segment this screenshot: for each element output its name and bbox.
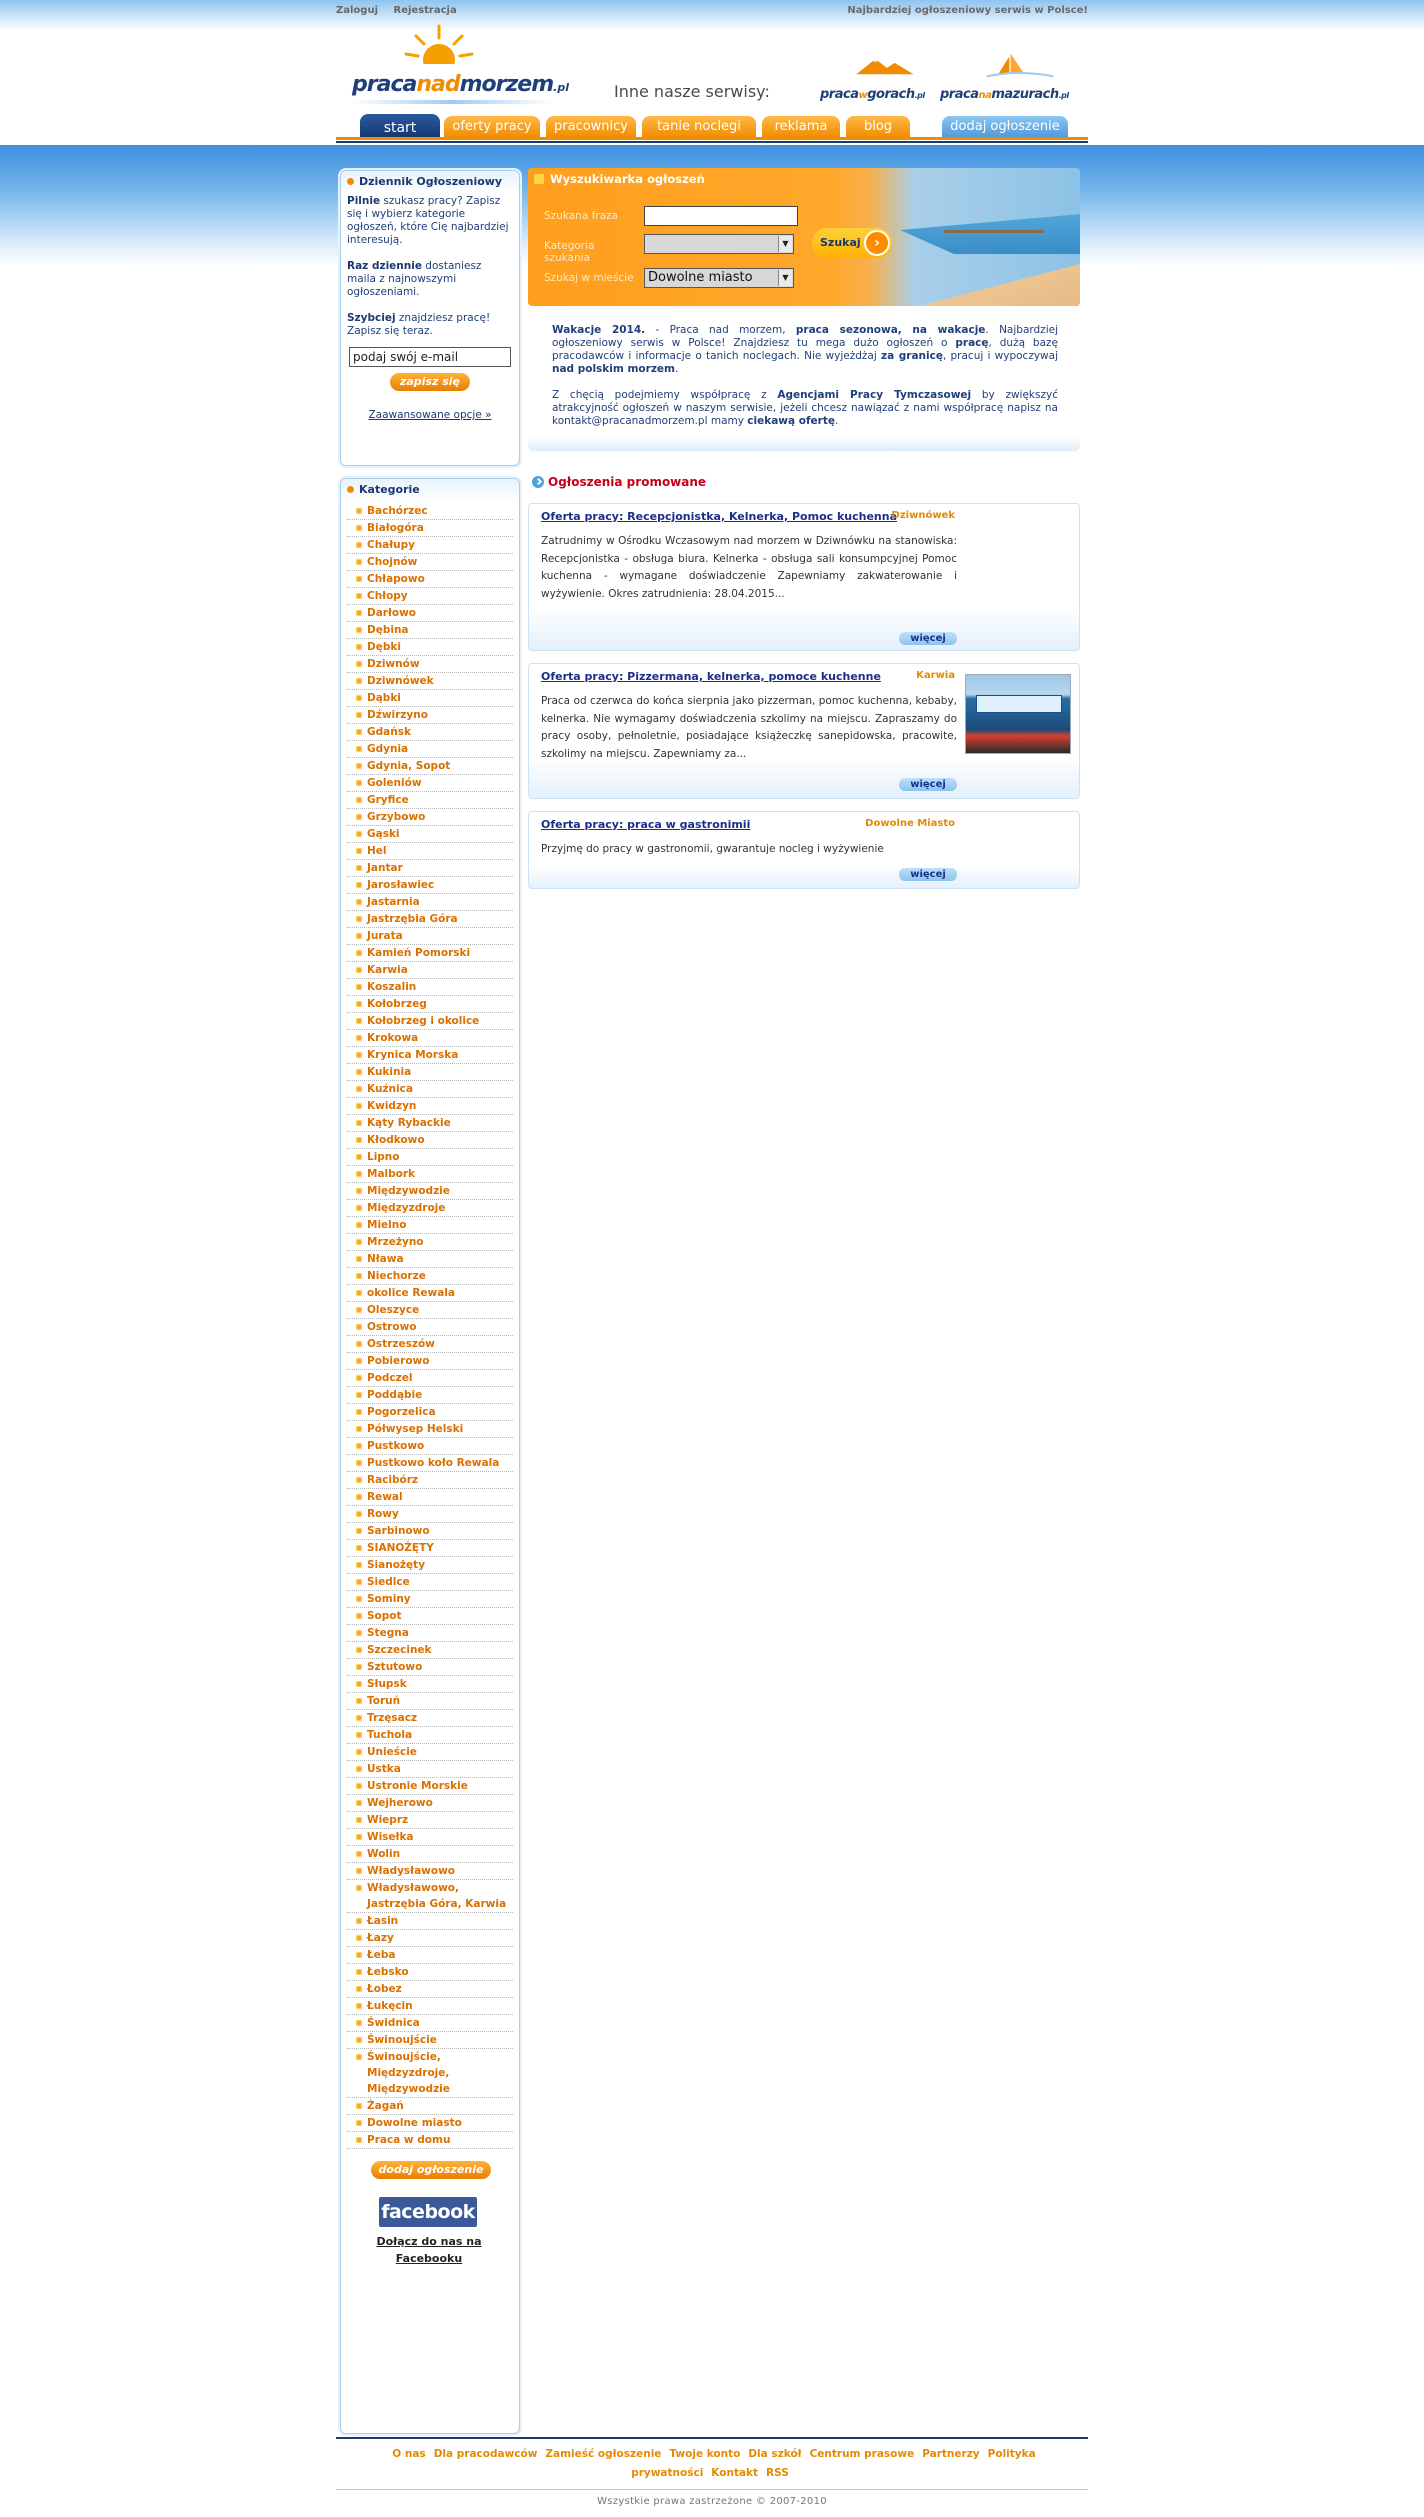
nav-add-listing-button[interactable]: dodaj ogłoszenie	[942, 116, 1068, 138]
category-item[interactable]: Gąski	[347, 826, 513, 843]
offer-city: Dziwnówek	[891, 510, 955, 521]
sidebar	[340, 170, 520, 2434]
footer-link[interactable]: Kontakt	[711, 2467, 759, 2479]
service-2-c: mazurach	[991, 87, 1059, 102]
category-item[interactable]: Wolin	[347, 1846, 513, 1863]
category-item[interactable]: Pustkowo koło Rewala	[347, 1455, 513, 1472]
sailboat-icon	[980, 52, 1060, 82]
offer-title-link[interactable]: Oferta pracy: praca w gastronimii	[541, 818, 751, 831]
top-bar	[336, 5, 1088, 21]
newsletter-p2-rest: dostaniesz maila z najnowszymi ogłoszeniami.	[347, 260, 482, 298]
newsletter-p3-rest: znajdziesz pracę! Zapisz się teraz.	[347, 312, 491, 337]
logo-wave	[352, 100, 552, 104]
category-item[interactable]: Białogóra	[347, 520, 513, 537]
category-item[interactable]: Dziwnówek	[347, 673, 513, 690]
chevron-down-icon: ▼	[778, 270, 792, 286]
newsletter-p2-bold: Raz dziennie	[347, 260, 422, 272]
category-item[interactable]: Władysławowo	[347, 1863, 513, 1880]
category-item[interactable]: Jastrzębia Góra	[347, 911, 513, 928]
category-item[interactable]: Międzywodzie	[347, 1183, 513, 1200]
footer-link[interactable]: Dla szkół	[748, 2448, 802, 2460]
city-select[interactable]	[644, 268, 794, 288]
category-item[interactable]: Łukęcin	[347, 1998, 513, 2015]
category-item[interactable]: Chojnów	[347, 554, 513, 571]
category-item[interactable]: Łasin	[347, 1913, 513, 1930]
category-item[interactable]: Ustka	[347, 1761, 513, 1778]
category-item[interactable]: Sianożęty	[347, 1557, 513, 1574]
intro-t3: , dużą bazę pracodawców i informacje o tanich noclegach. Nie wyjeżdżaj	[552, 337, 1058, 362]
phrase-label: Szukana fraza	[544, 210, 618, 222]
category-item[interactable]: Kłodkowo	[347, 1132, 513, 1149]
footer	[336, 2437, 1088, 2507]
category-item[interactable]: Szczecinek	[347, 1642, 513, 1659]
category-item[interactable]: Kołobrzeg i okolice	[347, 1013, 513, 1030]
service-1-b: w	[858, 90, 868, 101]
offer-title-link[interactable]: Oferta pracy: Pizzermana, kelnerka, pomoce kuchenne	[541, 670, 881, 683]
intro-p2-t3: .	[834, 415, 839, 427]
category-item[interactable]: Karwia	[347, 962, 513, 979]
category-item[interactable]: Niechorze	[347, 1268, 513, 1285]
intro-t1: - Praca nad morzem,	[645, 324, 796, 336]
category-item[interactable]: Bachórzec	[347, 503, 513, 520]
category-item[interactable]: Jurata	[347, 928, 513, 945]
category-item[interactable]: Dowolne miasto	[347, 2115, 513, 2132]
category-item[interactable]: Jastarnia	[347, 894, 513, 911]
other-services-label: Inne nasze serwisy:	[614, 82, 770, 101]
more-button[interactable]: więcej	[899, 632, 957, 645]
intro-p1	[552, 324, 1058, 376]
intro-t2: . Najbardziej ogłoszeniowy serwis w Polsce! Znajdziesz tu mega dużo ogłoszeń o	[552, 324, 1058, 349]
category-item[interactable]: Kuźnica	[347, 1081, 513, 1098]
offer-city: Dowolne Miasto	[865, 818, 955, 829]
search-input[interactable]	[644, 206, 798, 226]
offer-card	[528, 503, 1080, 651]
offer-description: Przyjmę do pracy w gastronomii, gwarantuje nocleg i wyżywienie	[541, 843, 884, 855]
category-item[interactable]: Mielno	[347, 1217, 513, 1234]
category-item[interactable]: Unieście	[347, 1744, 513, 1761]
category-item[interactable]: Łeba	[347, 1947, 513, 1964]
category-item[interactable]: Grzybowo	[347, 809, 513, 826]
category-item[interactable]: Kukinia	[347, 1064, 513, 1081]
categories-list	[341, 501, 519, 2149]
offer-thumbnail[interactable]	[965, 674, 1071, 754]
service-1-text	[820, 87, 925, 102]
category-item[interactable]: Krynica Morska	[347, 1047, 513, 1064]
categories-title: Kategorie	[341, 479, 519, 501]
intro-p2-t1: Z chęcią podejmiemy współpracę z	[552, 389, 778, 401]
facebook-logo[interactable]: facebook	[379, 2197, 477, 2227]
intro-p2	[552, 389, 1058, 428]
email-field[interactable]: podaj swój e-mail	[349, 347, 511, 367]
service-2-b: na	[978, 90, 992, 101]
nav-divider-orange	[336, 137, 1088, 140]
subscribe-button[interactable]: zapisz się	[390, 373, 470, 391]
footer-link[interactable]: Polityka prywatności	[631, 2448, 1036, 2479]
category-item[interactable]: Lipno	[347, 1149, 513, 1166]
intro-t5: .	[675, 363, 679, 375]
category-item[interactable]: Sopot	[347, 1608, 513, 1625]
category-item[interactable]: Pobierowo	[347, 1353, 513, 1370]
nav-divider-navy	[336, 141, 1088, 143]
nav-tab-start[interactable]: start	[360, 114, 440, 140]
category-item[interactable]: Dziwnów	[347, 656, 513, 673]
offer-title-link[interactable]: Oferta pracy: Recepcjonistka, Kelnerka, Pomoc kuchenna	[541, 510, 898, 523]
footer-link[interactable]: Dla pracodawców	[433, 2448, 538, 2460]
logo-part-3: morzem	[459, 72, 554, 97]
category-item[interactable]: Goleniów	[347, 775, 513, 792]
intro-b2: praca sezonowa, na wakacje	[795, 324, 986, 336]
intro-text	[528, 324, 1080, 428]
category-item[interactable]: Praca w domu	[347, 2132, 513, 2149]
login-link[interactable]: Zaloguj	[336, 5, 379, 16]
category-item[interactable]: Kołobrzeg	[347, 996, 513, 1013]
category-item[interactable]: Kamień Pomorski	[347, 945, 513, 962]
city-select-value: Dowolne miasto	[648, 270, 753, 285]
category-item[interactable]: Trzęsacz	[347, 1710, 513, 1727]
category-item[interactable]: Poddąbie	[347, 1387, 513, 1404]
category-item[interactable]: Chłopy	[347, 588, 513, 605]
intro-p2-b1: Agencjami Pracy Tymczasowej	[777, 389, 972, 401]
footer-link[interactable]: RSS	[766, 2467, 789, 2479]
service-2-d: .pl	[1058, 91, 1069, 100]
category-item[interactable]: Koszalin	[347, 979, 513, 996]
newsletter-title: Dziennik Ogłoszeniowy	[341, 171, 519, 193]
facebook-join-link[interactable]: Dołącz do nas na Facebooku	[376, 2235, 482, 2265]
pier-decoration	[944, 230, 1044, 233]
offer-city: Karwia	[916, 670, 955, 681]
category-item[interactable]: Ustronie Morskie	[347, 1778, 513, 1795]
category-item[interactable]: Chłapowo	[347, 571, 513, 588]
category-select[interactable]	[644, 234, 794, 254]
category-item[interactable]: okolice Rewala	[347, 1285, 513, 1302]
footer-link[interactable]: Twoje konto	[669, 2448, 741, 2460]
newsletter-p2	[347, 260, 513, 299]
offer-description: Zatrudnimy w Ośrodku Wczasowym nad morzem w Dziwnówku na stanowiska: Recepcjonistka - obsługa biura. Kelnerka - obsługa sali konsumpcyjnej Pomoc kuchenna - wymagane doświadczenie Zapewniamy zakwaterowanie i wyżywienie. Okres zatrudnienia: 28.04.2015...	[541, 535, 957, 600]
category-item[interactable]: Dąbki	[347, 690, 513, 707]
category-item[interactable]: Jarosławiec	[347, 877, 513, 894]
sidebar-add-listing-button[interactable]: dodaj ogłoszenie	[371, 2161, 491, 2179]
category-item[interactable]: Dźwirzyno	[347, 707, 513, 724]
site-logo[interactable]	[352, 24, 569, 104]
category-item[interactable]: Tuchola	[347, 1727, 513, 1744]
sun-icon	[404, 24, 474, 64]
newsletter-p1	[347, 195, 513, 247]
intro-b1: Wakacje 2014.	[552, 324, 646, 336]
search-panel	[528, 168, 1080, 306]
footer-link[interactable]: Centrum prasowe	[809, 2448, 915, 2460]
category-item[interactable]: Gdynia, Sopot	[347, 758, 513, 775]
footer-link[interactable]: O nas	[392, 2448, 426, 2460]
register-link[interactable]: Rejestracja	[393, 5, 457, 16]
offer-card	[528, 811, 1080, 889]
category-item[interactable]: Łobez	[347, 1981, 513, 1998]
category-item[interactable]: Gryfice	[347, 792, 513, 809]
advanced-options-link[interactable]: Zaawansowane opcje »	[368, 409, 492, 421]
category-item[interactable]: Półwysep Helski	[347, 1421, 513, 1438]
category-item[interactable]: Wisełka	[347, 1829, 513, 1846]
main-content	[528, 168, 1080, 889]
beach-decoration	[880, 246, 1080, 306]
category-item[interactable]: Świdnica	[347, 2015, 513, 2032]
footer-link[interactable]: Zamieść ogłoszenie	[545, 2448, 662, 2460]
chevron-down-icon: ▼	[778, 236, 792, 252]
category-item[interactable]: Kąty Rybackie	[347, 1115, 513, 1132]
category-item[interactable]: Świnoujście	[347, 2032, 513, 2049]
intro-p2-t2: by zwiększyć atrakcyjność ogłoszeń w naszym serwisie, jeżeli chcesz nawiązać z nami współpracę napisz na kontakt@pracanadmorzem.pl mamy	[552, 389, 1058, 427]
offer-card	[528, 663, 1080, 799]
newsletter-p3	[347, 312, 513, 338]
search-button-label: Szukaj	[820, 236, 861, 249]
category-item[interactable]: Łazy	[347, 1930, 513, 1947]
category-item[interactable]: Sominy	[347, 1591, 513, 1608]
category-item[interactable]: Stegna	[347, 1625, 513, 1642]
category-item[interactable]: Darłowo	[347, 605, 513, 622]
category-item[interactable]: Łebsko	[347, 1964, 513, 1981]
category-item[interactable]: Krokowa	[347, 1030, 513, 1047]
nav-tab-blog[interactable]: blog	[846, 116, 910, 138]
category-item[interactable]: Ostrzeszów	[347, 1336, 513, 1353]
category-item[interactable]: Chałupy	[347, 537, 513, 554]
category-item[interactable]: Rowy	[347, 1506, 513, 1523]
thumbnail-sign	[976, 695, 1062, 713]
category-item[interactable]: Siedlce	[347, 1574, 513, 1591]
category-item[interactable]: Gdańsk	[347, 724, 513, 741]
offer-description: Praca od czerwca do końca sierpnia jako pizzerman, pomoc kuchenna, kebaby, kelnerka. Nie wymagamy doświadczenia szkolimy na miejscu. Zapraszamy do pracy osoby, pełnoletnie, posiadające książeczkę sanepidowska, pracowite, szkolimy na miejscu. Zapewniamy za...	[541, 695, 957, 760]
category-item[interactable]: Żagań	[347, 2098, 513, 2115]
category-item[interactable]: Rewal	[347, 1489, 513, 1506]
category-item[interactable]: Podczel	[347, 1370, 513, 1387]
footer-links	[336, 2439, 1088, 2483]
categories-box	[340, 478, 520, 2434]
intro-p2-b2: ciekawą ofertę	[747, 415, 835, 427]
newsletter-text	[341, 193, 519, 338]
service-1-c: gorach	[867, 87, 915, 102]
category-item[interactable]: Racibórz	[347, 1472, 513, 1489]
logo-part-1: praca	[352, 72, 417, 97]
category-item[interactable]: Dębina	[347, 622, 513, 639]
category-item[interactable]: Jantar	[347, 860, 513, 877]
newsletter-box	[340, 170, 520, 466]
category-item[interactable]: Wieprz	[347, 1812, 513, 1829]
category-item[interactable]: Toruń	[347, 1693, 513, 1710]
category-item[interactable]: Nława	[347, 1251, 513, 1268]
promoted-heading: Ogłoszenia promowane	[528, 473, 1080, 491]
nav-tab-pracownicy[interactable]: pracownicy	[546, 116, 636, 138]
category-item[interactable]: Oleszyce	[347, 1302, 513, 1319]
mountain-icon	[850, 54, 920, 78]
newsletter-p1-rest: szukasz pracy? Zapisz się i wybierz kategorie ogłoszeń, które Cię najbardziej interesują.	[347, 195, 509, 246]
footer-link[interactable]: Partnerzy	[922, 2448, 980, 2460]
nav-tab-tanie-noclegi[interactable]: tanie noclegi	[642, 116, 756, 138]
category-item[interactable]: Malbork	[347, 1166, 513, 1183]
category-item[interactable]: Świnoujście, Międzyzdroje, Międzywodzie	[347, 2049, 513, 2098]
logo-text	[352, 72, 569, 97]
newsletter-p1-bold: Pilnie	[347, 195, 381, 207]
newsletter-p3-bold: Szybciej	[347, 312, 396, 324]
service-2-a: praca	[940, 87, 979, 102]
category-item[interactable]: Hel	[347, 843, 513, 860]
category-item[interactable]: Władysławowo, Jastrzębia Góra, Karwia	[347, 1880, 513, 1913]
search-button[interactable]	[812, 228, 892, 258]
logo-part-2: nad	[416, 72, 460, 97]
category-item[interactable]: Słupsk	[347, 1676, 513, 1693]
service-2-text	[940, 87, 1069, 102]
nav-tab-reklama[interactable]: reklama	[762, 116, 840, 138]
more-button[interactable]: więcej	[899, 778, 957, 791]
slogan: Najbardziej ogłoszeniowy serwis w Polsce!	[847, 5, 1088, 16]
service-1-a: praca	[820, 87, 859, 102]
intro-bottom-bar	[528, 437, 1080, 451]
arrow-right-icon: ›	[864, 230, 890, 256]
service-1-d: .pl	[914, 91, 925, 100]
search-title: Wyszukiwarka ogłoszeń	[534, 172, 705, 186]
nav-tab-oferty-pracy[interactable]: oferty pracy	[444, 116, 540, 138]
sea-decoration	[900, 214, 1080, 254]
intro-b3: pracę	[955, 337, 989, 349]
category-item[interactable]: Kwidzyn	[347, 1098, 513, 1115]
category-item[interactable]: Gdynia	[347, 741, 513, 758]
intro-b5: nad polskim morzem	[552, 363, 675, 375]
more-button[interactable]: więcej	[899, 868, 957, 881]
service-praca-na-mazurach[interactable]	[940, 54, 1070, 102]
category-item[interactable]: Sztutowo	[347, 1659, 513, 1676]
copyright: Wszystkie prawa zastrzeżone © 2007-2010	[597, 2496, 827, 2507]
city-label: Szukaj w mieście	[544, 272, 634, 284]
category-item[interactable]: Międzyzdroje	[347, 1200, 513, 1217]
category-item[interactable]: Pustkowo	[347, 1438, 513, 1455]
category-item[interactable]: SIANOŻĘTY	[347, 1540, 513, 1557]
category-item[interactable]: Sarbinowo	[347, 1523, 513, 1540]
category-item[interactable]: Dębki	[347, 639, 513, 656]
intro-t4: , pracuj i wypoczywaj	[942, 350, 1058, 362]
logo-suffix: .pl	[553, 81, 569, 94]
category-label: Kategoria szukania	[544, 240, 595, 264]
category-item[interactable]: Pogorzelica	[347, 1404, 513, 1421]
service-praca-w-gorach[interactable]	[820, 54, 930, 102]
category-item[interactable]: Wejherowo	[347, 1795, 513, 1812]
intro-b4: za granicę	[881, 350, 943, 362]
category-item[interactable]: Ostrowo	[347, 1319, 513, 1336]
category-item[interactable]: Mrzeżyno	[347, 1234, 513, 1251]
